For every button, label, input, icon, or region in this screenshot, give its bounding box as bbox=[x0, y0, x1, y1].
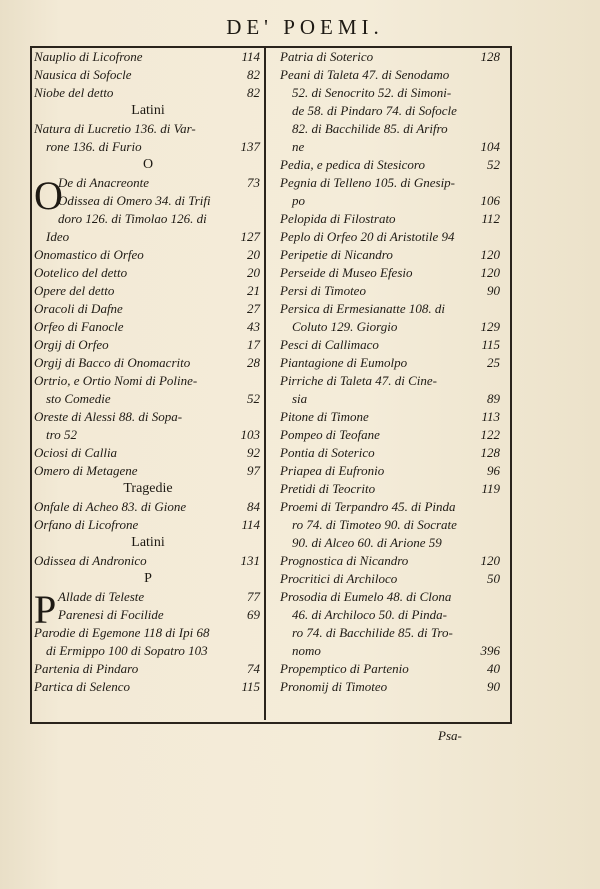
index-entry-continuation bbox=[34, 228, 262, 246]
index-entry-continuation bbox=[280, 84, 502, 102]
page-number: 127 bbox=[240, 229, 260, 244]
index-entry bbox=[280, 174, 502, 192]
index-entry-continuation bbox=[34, 390, 262, 408]
initial-block bbox=[34, 174, 262, 228]
entry-text: Peplo di Orfeo 20 di Aristotile 94 bbox=[280, 229, 455, 244]
index-entry bbox=[280, 66, 502, 84]
entry-text: Nauplio di Licofrone bbox=[34, 49, 143, 64]
page-number: 50 bbox=[487, 571, 500, 586]
index-entry bbox=[280, 660, 502, 678]
page-number: 17 bbox=[247, 337, 260, 352]
index-entry bbox=[34, 444, 262, 462]
index-entry-continuation bbox=[34, 642, 262, 660]
drop-cap-initial: O bbox=[34, 173, 63, 218]
entry-text: Ideo bbox=[46, 229, 70, 244]
index-entry bbox=[280, 300, 502, 318]
entry-text: ro 74. di Bacchilide 85. di Tro- bbox=[292, 625, 453, 640]
entry-text: Odissea di Omero 34. di Trifi bbox=[58, 193, 211, 208]
index-entry bbox=[34, 120, 262, 138]
page-number: 106 bbox=[480, 193, 500, 208]
entry-text: Onomastico di Orfeo bbox=[34, 247, 144, 262]
page-number: 120 bbox=[480, 553, 500, 568]
entry-text: Pelopida di Filostrato bbox=[280, 211, 396, 226]
entry-text: sto Comedie bbox=[46, 391, 111, 406]
index-entry bbox=[34, 408, 262, 426]
page-number: 137 bbox=[240, 139, 260, 154]
index-entry bbox=[280, 264, 502, 282]
index-entry bbox=[58, 210, 262, 228]
index-entry bbox=[34, 372, 262, 390]
index-entry bbox=[58, 192, 262, 210]
page-number: 114 bbox=[241, 49, 260, 64]
page-number: 82 bbox=[247, 67, 260, 82]
entry-text: Orgij di Bacco di Onomacrito bbox=[34, 355, 191, 370]
entry-text: de 58. di Pindaro 74. di Sofocle bbox=[292, 103, 457, 118]
index-entry-continuation bbox=[280, 534, 502, 552]
index-entry-continuation bbox=[280, 192, 502, 210]
entry-text: Natura di Lucretio 136. di Var- bbox=[34, 121, 196, 136]
index-entry bbox=[280, 354, 502, 372]
index-entry bbox=[34, 318, 262, 336]
page-number: 396 bbox=[480, 643, 500, 658]
page-number: 122 bbox=[480, 427, 500, 442]
entry-text: Pronomij di Timoteo bbox=[280, 679, 388, 694]
entry-text: Persi di Timoteo bbox=[280, 283, 366, 298]
index-entry-continuation bbox=[280, 138, 502, 156]
right-column bbox=[280, 48, 502, 696]
entry-text: di Ermippo 100 di Sopatro 103 bbox=[46, 643, 208, 658]
page-number: 52 bbox=[487, 157, 500, 172]
index-entry bbox=[34, 624, 262, 642]
page-number: 92 bbox=[247, 445, 260, 460]
page-number: 89 bbox=[487, 391, 500, 406]
page-number: 104 bbox=[480, 139, 500, 154]
page-number: 113 bbox=[481, 409, 500, 424]
index-entry bbox=[34, 66, 262, 84]
section-heading: Latini bbox=[131, 535, 165, 550]
entry-text: ne bbox=[292, 139, 305, 154]
entry-text: po bbox=[292, 193, 305, 208]
entry-text: Parenesi di Focilide bbox=[58, 607, 164, 622]
entry-text: Pitone di Timone bbox=[280, 409, 369, 424]
page-number: 131 bbox=[240, 553, 260, 568]
index-entry bbox=[58, 174, 262, 192]
page-number: 90 bbox=[487, 679, 500, 694]
entry-text: ro 74. di Timoteo 90. di Socrate bbox=[292, 517, 457, 532]
index-entry bbox=[280, 426, 502, 444]
entry-text: Opere del detto bbox=[34, 283, 115, 298]
page-number: 21 bbox=[247, 283, 260, 298]
entry-text: rone 136. di Furio bbox=[46, 139, 142, 154]
entry-text: Prognostica di Nicandro bbox=[280, 553, 409, 568]
index-entry bbox=[34, 498, 262, 516]
index-entry bbox=[34, 300, 262, 318]
entry-text: Peani di Taleta 47. di Senodamo bbox=[280, 67, 450, 82]
index-entry bbox=[34, 660, 262, 678]
entry-text: doro 126. di Timolao 126. di bbox=[58, 211, 207, 226]
index-entry bbox=[34, 678, 262, 696]
entry-text: 82. di Bacchilide 85. di Arifro bbox=[292, 121, 448, 136]
drop-cap-initial: P bbox=[34, 587, 57, 632]
page-number: 128 bbox=[480, 49, 500, 64]
index-entry bbox=[34, 48, 262, 66]
entry-text: Prosodia di Eumelo 48. di Clona bbox=[280, 589, 452, 604]
page-number: 128 bbox=[480, 445, 500, 460]
entry-text: De di Anacreonte bbox=[58, 175, 149, 190]
index-entry bbox=[280, 336, 502, 354]
index-entry-continuation bbox=[280, 642, 502, 660]
entry-text: Ortrio, e Ortio Nomi di Poline- bbox=[34, 373, 198, 388]
entry-text: Ootelico del detto bbox=[34, 265, 128, 280]
page-number: 28 bbox=[247, 355, 260, 370]
entry-text: Persica di Ermesianatte 108. di bbox=[280, 301, 446, 316]
page-number: 43 bbox=[247, 319, 260, 334]
index-entry-continuation bbox=[280, 624, 502, 642]
entry-text: 46. di Archiloco 50. di Pinda- bbox=[292, 607, 447, 622]
entry-text: Pedia, e pedica di Stesicoro bbox=[280, 157, 426, 172]
page-number: 82 bbox=[247, 85, 260, 100]
entry-text: Partenia di Pindaro bbox=[34, 661, 139, 676]
index-entry bbox=[280, 408, 502, 426]
index-entry bbox=[280, 246, 502, 264]
initial-block bbox=[34, 587, 262, 632]
page-number: 96 bbox=[487, 463, 500, 478]
entry-text: Niobe del detto bbox=[34, 85, 114, 100]
entry-text: Partica di Selenco bbox=[34, 679, 131, 694]
entry-text: Pontia di Soterico bbox=[280, 445, 375, 460]
entry-text: Odissea di Andronico bbox=[34, 553, 147, 568]
entry-text: Peripetie di Nicandro bbox=[280, 247, 393, 262]
index-entry bbox=[280, 444, 502, 462]
page-number: 40 bbox=[487, 661, 500, 676]
index-entry bbox=[34, 462, 262, 480]
index-entry-continuation bbox=[280, 606, 502, 624]
page-number: 20 bbox=[247, 247, 260, 262]
page-number: 77 bbox=[247, 589, 260, 604]
index-entry bbox=[58, 606, 262, 624]
index-entry-continuation bbox=[280, 390, 502, 408]
entry-text: Coluto 129. Giorgio bbox=[292, 319, 398, 334]
entry-text: Perseide di Museo Efesio bbox=[280, 265, 413, 280]
entry-text: Omero di Metagene bbox=[34, 463, 138, 478]
left-column bbox=[34, 48, 262, 696]
index-entry bbox=[58, 588, 262, 606]
index-entry bbox=[280, 552, 502, 570]
page-number: 20 bbox=[247, 265, 260, 280]
entry-text: Priapea di Eufronio bbox=[280, 463, 385, 478]
entry-text: Propemptico di Partenio bbox=[280, 661, 409, 676]
page-number: 129 bbox=[480, 319, 500, 334]
entry-text: Pesci di Callimaco bbox=[280, 337, 379, 352]
entry-text: Pompeo di Teofane bbox=[280, 427, 380, 442]
page-number: 27 bbox=[247, 301, 260, 316]
entry-text: Pretidi di Teocrito bbox=[280, 481, 376, 496]
page-number: 52 bbox=[247, 391, 260, 406]
entry-text: tro 52 bbox=[46, 427, 77, 442]
entry-text: Patria di Soterico bbox=[280, 49, 374, 64]
index-entry-continuation bbox=[280, 516, 502, 534]
entry-text: Piantagione di Eumolpo bbox=[280, 355, 408, 370]
index-entry bbox=[34, 282, 262, 300]
column-divider bbox=[264, 46, 266, 720]
index-entry bbox=[34, 354, 262, 372]
index-entry bbox=[34, 84, 262, 102]
index-entry bbox=[280, 210, 502, 228]
index-entry bbox=[280, 570, 502, 588]
index-entry-continuation bbox=[280, 120, 502, 138]
index-entry bbox=[280, 462, 502, 480]
page-number: 74 bbox=[247, 661, 260, 676]
page-number: 90 bbox=[487, 283, 500, 298]
entry-text: Allade di Teleste bbox=[58, 589, 145, 604]
page-number: 112 bbox=[481, 211, 500, 226]
entry-text: 90. di Alceo 60. di Arione 59 bbox=[292, 535, 442, 550]
index-entry-continuation bbox=[280, 318, 502, 336]
entry-text: Oracoli di Dafne bbox=[34, 301, 123, 316]
page-header: DE' POEMI. bbox=[226, 15, 384, 39]
page-number: 119 bbox=[481, 481, 500, 496]
entry-text: Orfeo di Fanocle bbox=[34, 319, 124, 334]
index-entry-continuation bbox=[280, 102, 502, 120]
page-number: 103 bbox=[240, 427, 260, 442]
page-number: 73 bbox=[247, 175, 260, 190]
entry-text: Onfale di Acheo 83. di Gione bbox=[34, 499, 187, 514]
entry-text: Ociosi di Callia bbox=[34, 445, 118, 460]
entry-text: sia bbox=[292, 391, 308, 406]
index-entry-continuation bbox=[34, 426, 262, 444]
index-entry-continuation bbox=[34, 138, 262, 156]
index-entry bbox=[280, 282, 502, 300]
index-entry bbox=[34, 336, 262, 354]
entry-text: Orfano di Licofrone bbox=[34, 517, 139, 532]
index-entry bbox=[34, 516, 262, 534]
entry-text: nomo bbox=[292, 643, 321, 658]
entry-text: Oreste di Alessi 88. di Sopa- bbox=[34, 409, 183, 424]
page-number: 114 bbox=[241, 517, 260, 532]
entry-text: 52. di Senocrito 52. di Simoni- bbox=[292, 85, 452, 100]
page-number: 120 bbox=[480, 247, 500, 262]
index-entry bbox=[280, 48, 502, 66]
entry-text: Pirriche di Taleta 47. di Cine- bbox=[280, 373, 437, 388]
index-entry bbox=[280, 228, 502, 246]
page-number: 69 bbox=[247, 607, 260, 622]
section-heading: Tragedie bbox=[123, 481, 173, 496]
index-entry bbox=[280, 372, 502, 390]
page-number: 84 bbox=[247, 499, 260, 514]
index-entry bbox=[34, 246, 262, 264]
page-number: 25 bbox=[487, 355, 500, 370]
entry-text: Nausica di Sofocle bbox=[34, 67, 132, 82]
page-number: 115 bbox=[481, 337, 500, 352]
section-heading: O bbox=[142, 157, 154, 172]
index-entry bbox=[34, 552, 262, 570]
entry-text: Proemi di Terpandro 45. di Pinda bbox=[280, 499, 456, 514]
index-entry bbox=[280, 480, 502, 498]
index-entry bbox=[34, 264, 262, 282]
catchword: Psa- bbox=[438, 728, 462, 743]
entry-text: Procritici di Archiloco bbox=[280, 571, 398, 586]
section-heading: P bbox=[144, 571, 152, 586]
index-entry bbox=[280, 678, 502, 696]
page-number: 120 bbox=[480, 265, 500, 280]
section-heading: Latini bbox=[131, 103, 165, 118]
index-entry bbox=[280, 588, 502, 606]
entry-text: Parodie di Egemone 118 di Ipi 68 bbox=[34, 625, 210, 640]
entry-text: Pegnia di Telleno 105. di Gnesip- bbox=[280, 175, 456, 190]
index-entry bbox=[280, 156, 502, 174]
page-number: 97 bbox=[247, 463, 260, 478]
entry-text: Orgij di Orfeo bbox=[34, 337, 109, 352]
index-entry bbox=[280, 498, 502, 516]
page-number: 115 bbox=[241, 679, 260, 694]
